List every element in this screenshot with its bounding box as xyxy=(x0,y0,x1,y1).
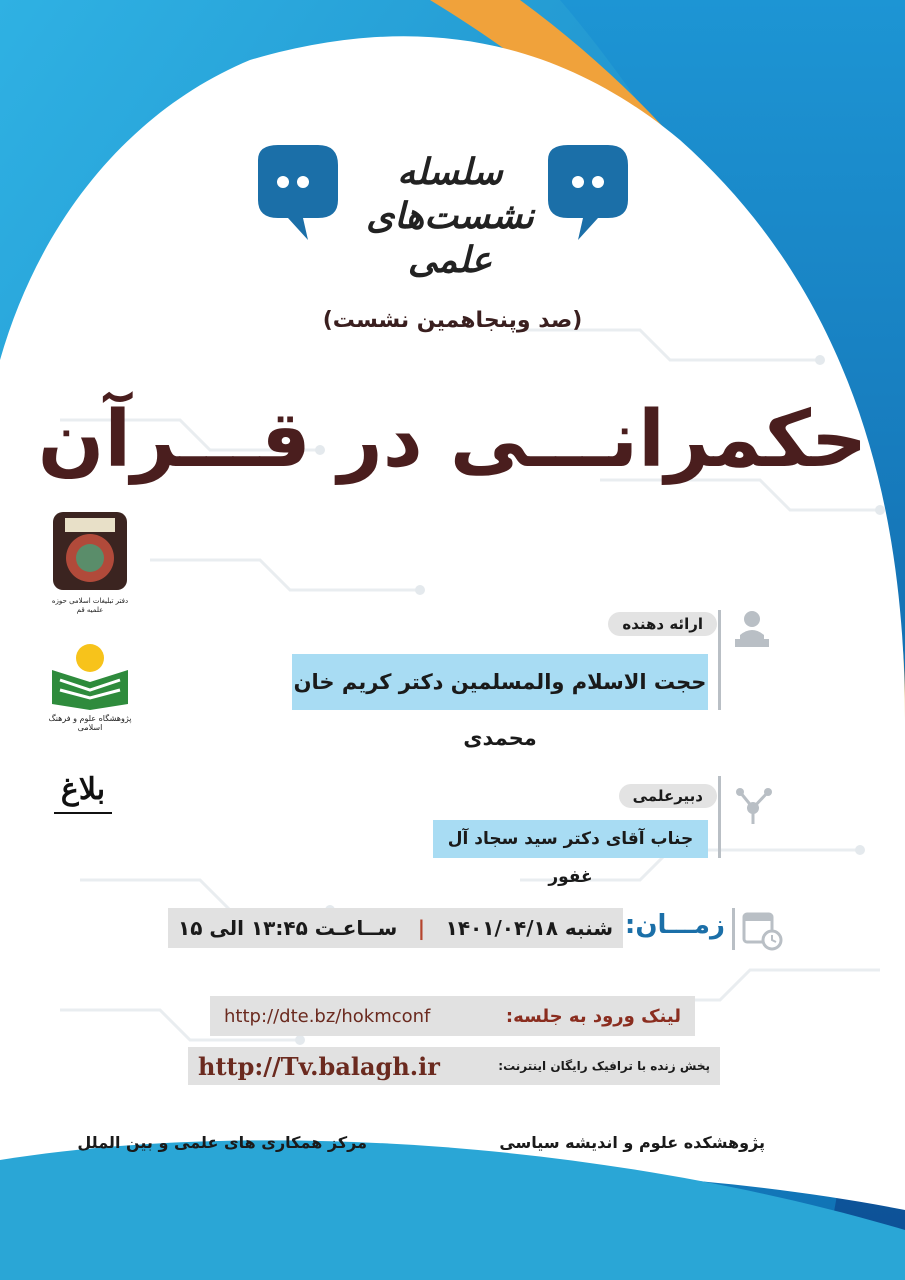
secretary-name: جناب آقای دکتر سید سجاد آل غفور xyxy=(433,820,708,858)
series-title: سلسله نشست‌های علمی xyxy=(366,151,534,281)
live-link-label: پخش زنده با ترافیک رایگان اینترنت: xyxy=(498,1059,710,1073)
session-link-url[interactable]: http://dte.bz/hokmconf xyxy=(224,1005,431,1027)
presenter-divider xyxy=(718,610,721,710)
time-divider xyxy=(732,908,735,950)
time-label: زمـــان: xyxy=(624,910,725,940)
book-sun-icon xyxy=(40,640,140,710)
calendar-clock-icon xyxy=(740,908,784,952)
logo-tablighat: دفتر تبلیغات اسلامی حوزه علمیه قم xyxy=(45,508,135,613)
time-separator: | xyxy=(417,916,426,940)
secretary-divider xyxy=(718,776,721,858)
presenter-label: ارائه دهنده xyxy=(608,612,717,636)
network-icon xyxy=(730,780,776,826)
footer-right-text: پژوهشکده علوم و اندیشه سیاسی xyxy=(499,1133,765,1152)
presenter-icon xyxy=(727,603,777,653)
logo-pajoheshgah: پژوهشگاه علوم و فرهنگ اسلامی xyxy=(40,640,140,735)
live-link-url[interactable]: http://Tv.balagh.ir xyxy=(198,1051,440,1081)
session-link-label: لینک ورود به جلسه: xyxy=(505,1005,681,1027)
live-link-box xyxy=(188,1047,720,1085)
session-link-box xyxy=(210,996,695,1036)
time-value-box xyxy=(168,908,623,948)
date-value: شنبه ۱۴۰۱/۰۴/۱۸ xyxy=(445,916,613,940)
logo-balagh: بلاغ xyxy=(48,770,118,830)
main-title: حکمرانـــی در قـــرآن xyxy=(37,395,868,485)
footer-left-text: مرکز همکاری های علمی و بین الملل xyxy=(77,1133,367,1152)
tablighat-emblem-icon xyxy=(45,508,135,593)
hour-value: ســاعـت ۱۳:۴۵ الی ۱۵ xyxy=(178,916,398,940)
presenter-name: حجت الاسلام والمسلمین دکتر کریم خان محمدی xyxy=(292,654,708,710)
secretary-label: دبیرعلمی xyxy=(619,784,717,808)
session-number: (صد وپنجاهمین نشست) xyxy=(322,308,583,333)
